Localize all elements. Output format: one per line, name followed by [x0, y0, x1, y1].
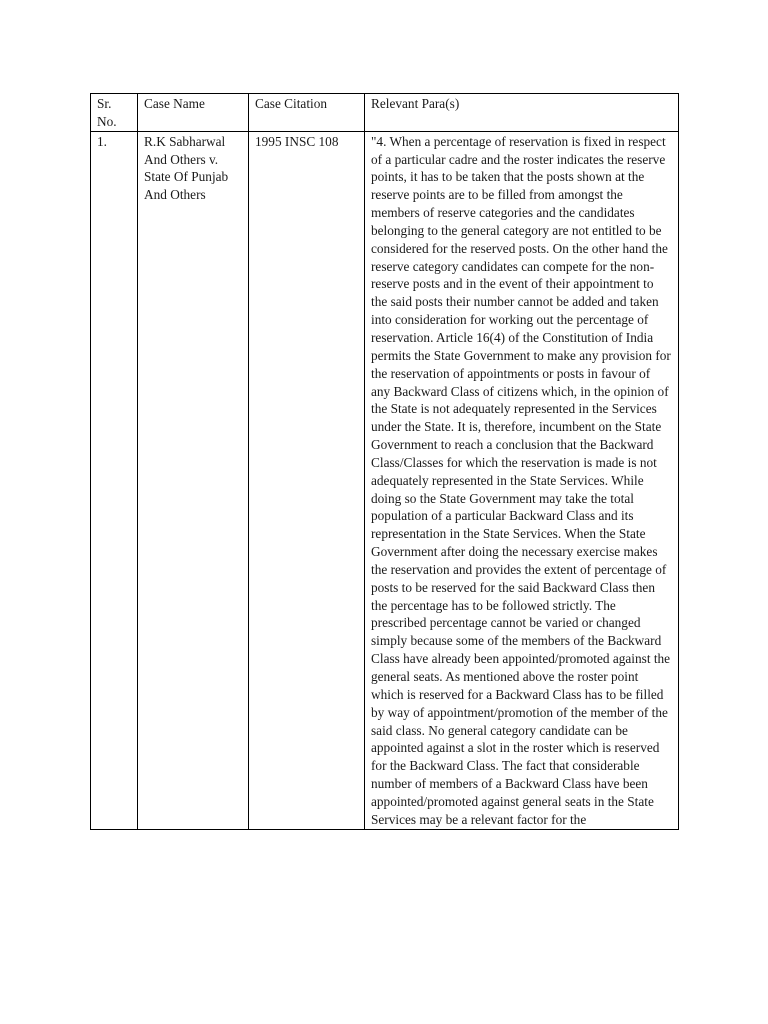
header-sr-no: Sr. No. — [91, 94, 138, 132]
header-case-citation: Case Citation — [249, 94, 365, 132]
header-case-name: Case Name — [138, 94, 249, 132]
cell-case-citation: 1995 INSC 108 — [249, 131, 365, 829]
case-law-table — [90, 93, 679, 830]
cell-sr-no: 1. — [91, 131, 138, 829]
header-relevant-paras: Relevant Para(s) — [365, 94, 679, 132]
table-row — [91, 131, 679, 829]
table-header-row — [91, 94, 679, 132]
cell-case-name: R.K Sabharwal And Others v. State Of Punjab And Others — [138, 131, 249, 829]
cell-relevant-para: "4. When a percentage of reservation is fixed in respect of a particular cadre and the roster indicates the reserve points, it has to be taken that the posts shown at the reserve points are to be filled from amongst the members of reserve categories and the candidates belonging to the general category are not entitled to be considered for the reserved posts. On the other hand the reserve category candidates can compete for the non-reserve posts and in the event of their appointment to the said posts their number cannot be added and taken into consideration for working out the percentage of reservation. Article 16(4) of the Constitution of India permits the State Government to make any provision for the reservation of appointments or posts in favour of any Backward Class of citizens which, in the opinion of the State is not adequately represented in the Services under the State. It is, therefore, incumbent on the State Government to reach a conclusion that the Backward Class/Classes for which the reservation is made is not adequately represented in the State Services. While doing so the State Government may take the total population of a particular Backward Class and its representation in the State Services. When the State Government after doing the necessary exercise makes the reservation and provides the extent of percentage of posts to be reserved for the said Backward Class then the percentage has to be followed strictly. The prescribed percentage cannot be varied or changed simply because some of the members of the Backward Class have already been appointed/promoted against the general seats. As mentioned above the roster point which is reserved for a Backward Class has to be filled by way of appointment/promotion of the member of the said class. No general category candidate can be appointed against a slot in the roster which is reserved for the Backward Class. The fact that considerable number of members of a Backward Class have been appointed/promoted against general seats in the State Services may be a relevant factor for the — [365, 131, 679, 829]
